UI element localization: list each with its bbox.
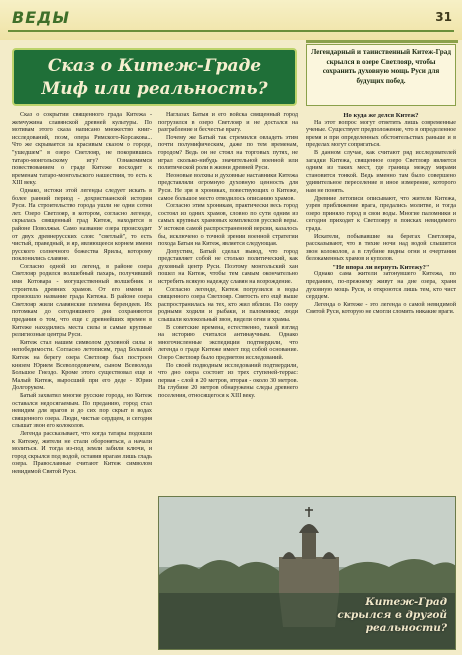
- paragraph: Почему же Батый так стремился овладеть этим почти полумифическим, даже по тем временам, городом? Ведь он не стоял на торговых путях, не играл сколько-нибудь значительной военной или политической роли в жизни древней Руси.: [158, 134, 298, 172]
- photo-caption: [337, 596, 447, 635]
- paragraph: Неоновые волхвы и духовные наставники Китежа представляли огромную духовную ценность для Руси. Не зря в хрониках, повествующих о Китеже, самое большое место отводилось описанию храмов.: [158, 172, 298, 202]
- paragraph: Однако сама жители затонувшего Китежа, по преданию, по-прежнему живут на дне озера, храня духовную мощь Руси, и откроются лишь тем, кто чист сердцем.: [306, 271, 456, 301]
- caption-line: Китеж-Град: [365, 596, 447, 608]
- paragraph: Согласно этим хроникам, практически весь город состоял из одних храмов, словно по сути одним из самых крупных храмовых комплексов русской веры. У истоков самой распространенной версии, казалось бы, исключено о точной зрении военной стратегии похода Батыя на Китеж, является следующая.: [158, 203, 298, 248]
- page-number: 31: [435, 10, 452, 24]
- church-photo: [158, 496, 456, 650]
- text-column-1: [12, 112, 152, 650]
- text-column-3: [306, 112, 456, 532]
- church-tower: [302, 531, 316, 559]
- paragraph: Наглазах Батыя и его войска священный город погрузился в озеро Светлояр и не достался на разграбление и бесчестье врагу.: [158, 112, 298, 134]
- tree-line: [339, 559, 456, 593]
- paragraph: Однако, истоки этой легенды следует искать в более ранний период - дохристианской истории Руси. На строительство города ушли не одни сотни лет. Озеро Светлояр, в котором, согласно легенде, скрылась священный град Китеж, находится в районе Поволжья. Само название озера происходит от двух древнерусских слов: "светлый", то есть чистый, праведный, и яр, являющееся корнем имени русского солнечного божества Ярилы, которому поклонились славяне.: [12, 187, 152, 263]
- paragraph: Сказ о сокрытии священного града Китежа - жемчужина славянской древней культуры. По мотивам этого сказа написано множество книг-исследований, поэм, опера Римского-Корсакова... Что же скрывается за красивым сказом о городе, "ушедшем" в озеро Светлояр, не покорившись татаро-монгольскому игу? Ознакомимся повествованием о граде Китеже восходит к временам татаро-монгольского нашествия, то есть к XIII веку.: [12, 112, 152, 187]
- paragraph: По своей подводным исследований подтвердили, что дно озера состоит из трех ступеней-террас: первая - слой в 20 метров, вторая - около 30 метров. На глубине 20 метров обнаружены следы древнего поселения, относящегося к XIII веку.: [158, 362, 298, 399]
- reflection: [279, 593, 339, 627]
- article-title-box: [12, 48, 297, 106]
- subheading: Но куда же делся Китеж?: [343, 112, 419, 119]
- paragraph: Допустим, Батый сделал вывод, что город представляет собой не столько политический, как духовный центр Руси. Поэтому монгольский хан пошел на Китеж, чтобы тем самым окончательно истребить всякую надежду славян на возрождение.: [158, 248, 298, 286]
- paragraph: Согласно одной из легенд, в районе озера Светлояр родился волшебный пахарь, получивший имя Котовара - могущественный волшебник и строитель древних храмов. От его имени и произошло название града Китежа. В районе озера Светлояр жили славянские племена берендеев. Их потомкам до сегодняшнего дня сохраняются предания о том, что еще с древнейших времен в Китеже находились места силы и самые крупные религиозные центры Руси.: [12, 263, 152, 339]
- paragraph: Древние летописи описывают, что жители Китежа, узрев приближение врага, предались молитве, и тогда озеро приняло город в свои воды. Многие паломники и сегодня приходят к Светлояру в поисках невидимого града.: [306, 195, 456, 232]
- paragraph: В данном случае, как считают ряд исследователей загадки Китежа, священное озеро Светлояр является одним из таких мест, где граница между мирами становится тонкой. Ведь именно там было совершено удивительное переселение в иное измерение, которого нам не понять.: [306, 149, 456, 194]
- paragraph: В советские времена, естественно, такой взгляд на историю считался антинаучным. Однако многочисленные экспедиции подтвердили, что легенда о граде Китеже имеет под собой основание. Озеро Светлояр было предметом исследований.: [158, 324, 298, 361]
- section-name: ВЕДЫ: [12, 8, 70, 27]
- caption-line: скрылся в другой: [337, 609, 447, 621]
- paragraph: Легенда рассказывает, что когда татары подошли к Китежу, жители не стали обороняться, а начали молиться. И тогда из-под земли забили ключи, и город скрылся под водой, оставив врагам лишь гладь озера. Православные считают Китеж символом невидимой Святой Руси.: [12, 430, 152, 475]
- paragraph: На этот вопрос могут ответить лишь современные ученые. Существует предположение, что в определенное время и при определенных обстоятельствах раньше и в пределах могут сопрягаться.: [306, 119, 456, 149]
- text-column-2: [158, 112, 298, 492]
- paragraph: Батый захватил многие русские города, но Китеж оставался недосягаемым. По преданию, город стал невидим для врагов и до сих пор скрыт в водах священного озера. Люди, чистые сердцем, и сегодня слышат звон его колоколов.: [12, 392, 152, 430]
- church-wall: [279, 557, 339, 593]
- paragraph: Искатели, побывавшие на берегах Светлояра, рассказывают, что в тихие ночи над водой слышится звон колоколов, а в глубине видны огни и очертания белокаменных храмов и куполов.: [306, 233, 456, 263]
- paragraph: Согласно легенде, Китеж погрузился в воды священного озера Светлояр. Святость его ещё выше распространилась на тех, кто жил вблизи. По озеру родными ходили и рыбаки, и паломники; люди слышали колокольный звон, видели огни и храмы.: [158, 286, 298, 324]
- paragraph: Китеж стал нашим символом духовной силы и непобедимости. Согласно летописям, град Большой Китеж на берегу озера Светлояр был построен князем Юрием Всеволодовичем, сыном Всеволода Большое Гнездо. Кроме этого существовал еще и Малый Китеж, выросший при его деде - Юрии Долгоруком.: [12, 339, 152, 392]
- tree-line: [159, 560, 279, 593]
- paragraph: Легенда о Китеже - это легенда о самой невидимой Святой Руси, которую не смогли сломить никакие враги.: [306, 301, 456, 316]
- article-title-line-1: Сказ о Китеж-Граде: [47, 56, 262, 76]
- header-rule: [8, 30, 454, 32]
- caption-line: реальности?: [365, 622, 447, 634]
- lead-box: Легендарный и таинственный Китеж-Град скрылся в озере Светлояр, чтобы сохранить духовную мощь Руси для будущих побед.: [306, 44, 456, 106]
- lead-box-rule: [306, 40, 458, 43]
- page-header: [0, 0, 462, 40]
- article-title-line-2: Миф или реальность?: [41, 79, 268, 99]
- subheading: "Не впора ли вернуть Китежу?": [332, 263, 430, 271]
